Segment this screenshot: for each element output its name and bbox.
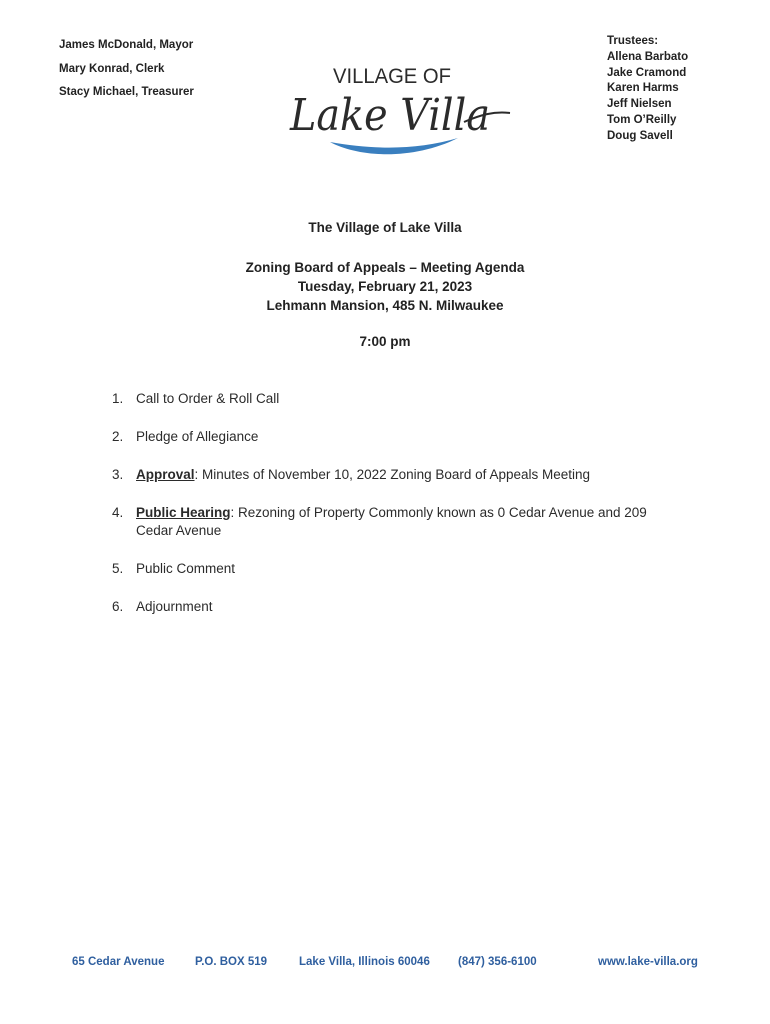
meeting-info — [0, 258, 770, 315]
agenda-item — [112, 390, 672, 408]
agenda-text: Adjournment — [136, 599, 213, 614]
document-title: The Village of Lake Villa — [308, 220, 462, 235]
agenda-text: : Minutes of November 10, 2022 Zoning Board of Appeals Meeting — [194, 467, 591, 482]
meeting-name: Zoning Board of Appeals – Meeting Agenda — [245, 260, 525, 275]
trustee-name: Jeff Nielsen — [607, 98, 672, 111]
footer-pobox: P.O. BOX 519 — [195, 956, 268, 968]
meeting-date: Tuesday, February 21, 2023 — [297, 279, 473, 294]
village-logo — [268, 58, 514, 168]
footer-address: 65 Cedar Avenue — [72, 956, 165, 968]
meeting-time: 7:00 pm — [359, 334, 411, 349]
footer-city: Lake Villa, Illinois 60046 — [299, 956, 430, 968]
logo-lake-villa: Lake Villa — [289, 90, 490, 141]
footer-phone: (847) 356-6100 — [458, 956, 537, 968]
agenda-number: 3. — [112, 467, 124, 482]
trustee-name: Allena Barbato — [607, 50, 689, 63]
agenda-item — [112, 428, 672, 446]
logo-village-of: VILLAGE OF — [333, 65, 451, 88]
trustee-name: Karen Harms — [607, 82, 679, 95]
agenda-label: Public Hearing — [136, 505, 231, 520]
footer-website-link[interactable]: www.lake-villa.org — [598, 956, 698, 968]
agenda-number: 1. — [112, 391, 124, 406]
agenda-item — [112, 560, 672, 578]
meeting-location: Lehmann Mansion, 485 N. Milwaukee — [266, 298, 504, 313]
agenda-text: Call to Order & Roll Call — [136, 391, 280, 406]
trustee-name: Jake Cramond — [607, 66, 687, 79]
agenda-item — [112, 466, 672, 484]
agenda-text: Public Comment — [136, 561, 236, 576]
agenda-number: 2. — [112, 429, 124, 444]
agenda-item — [112, 504, 672, 540]
agenda-list — [112, 390, 672, 636]
agenda-number: 5. — [112, 561, 124, 576]
trustees-heading: Trustees: — [607, 35, 659, 47]
trustee-name: Doug Savell — [607, 129, 673, 142]
mayor-name: James McDonald, Mayor — [59, 39, 194, 51]
agenda-label: Approval — [136, 467, 195, 482]
agenda-number: 4. — [112, 505, 124, 520]
agenda-text: : Rezoning of Property Commonly known as 0 Cedar Avenue and 209 Cedar Avenue — [136, 505, 647, 538]
trustee-name: Tom O’Reilly — [607, 113, 677, 126]
trustees-list — [607, 34, 688, 145]
clerk-name: Mary Konrad, Clerk — [59, 62, 165, 75]
officials-list — [59, 36, 194, 107]
agenda-item — [112, 598, 672, 616]
agenda-number: 6. — [112, 599, 124, 614]
agenda-text: Pledge of Allegiance — [136, 429, 259, 444]
treasurer-name: Stacy Michael, Treasurer — [59, 86, 194, 98]
